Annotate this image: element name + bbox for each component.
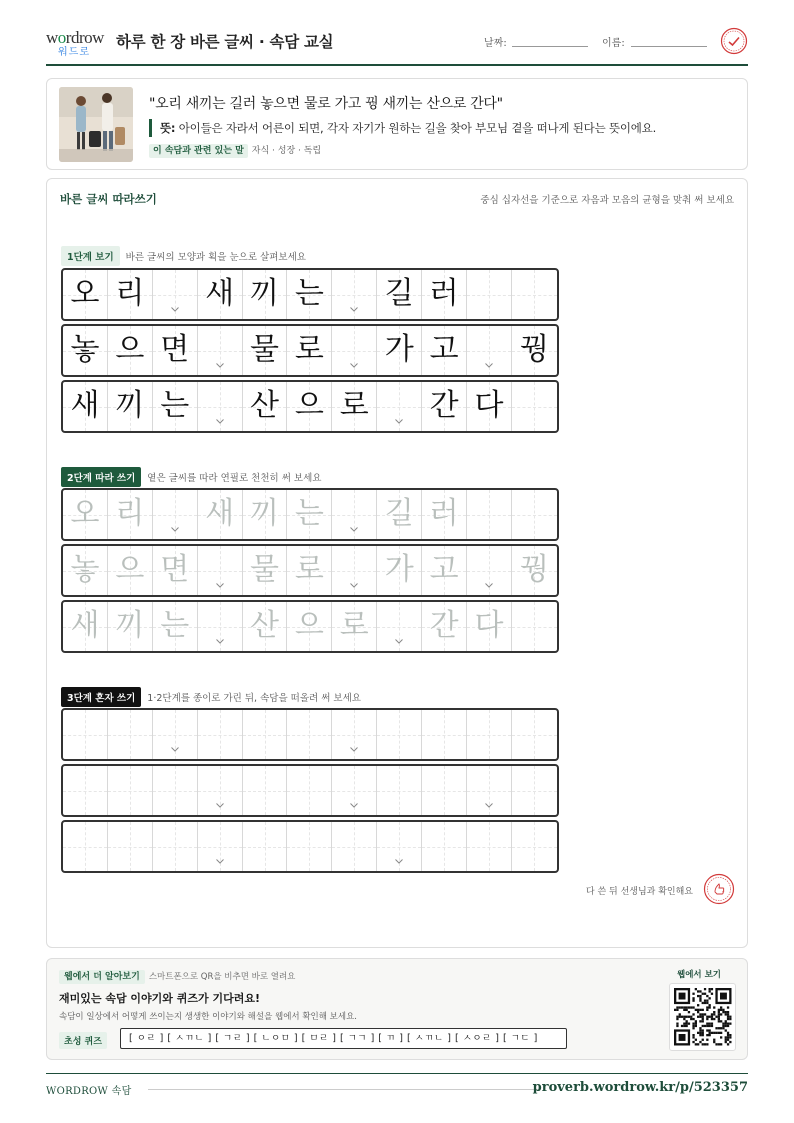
grid-char: 새	[70, 388, 100, 423]
step3-header	[61, 687, 361, 707]
proverb-text: "오리 새끼는 길러 놓으면 물로 가고 꿩 새끼는 산으로 간다"	[149, 96, 503, 112]
related-tags: 자식 · 성장 · 독립	[251, 146, 322, 156]
grid-char: 끼	[250, 276, 279, 311]
grid-cell[interactable]	[332, 766, 377, 815]
grid-cell[interactable]	[377, 710, 422, 759]
practice-hint: 중심 십자선을 기준으로 자음과 모음의 균형을 맞춰 써 보세요	[480, 195, 734, 206]
step1-badge: 1단계 보기	[61, 246, 120, 266]
grid-cell[interactable]	[512, 766, 557, 815]
check-stamp-icon	[720, 27, 748, 55]
grid-cell	[108, 270, 153, 319]
grid-cell[interactable]	[467, 710, 512, 759]
logo-wordmark: wordrow	[46, 28, 104, 47]
name-label: 이름:	[602, 38, 625, 49]
grid-cell[interactable]	[287, 602, 332, 651]
grid-cell[interactable]	[243, 546, 288, 595]
space-mark-icon	[171, 525, 179, 533]
step3-badge: 3단계 혼자 쓰기	[61, 687, 141, 707]
qr-code[interactable]	[669, 983, 736, 1051]
grid-cell[interactable]	[153, 766, 198, 815]
grid-cell	[198, 382, 243, 431]
grid-cell[interactable]	[63, 602, 108, 651]
grid-cell[interactable]	[198, 602, 243, 651]
grid-cell[interactable]	[467, 766, 512, 815]
grid-char: 는	[294, 276, 324, 311]
grid-cell[interactable]	[243, 822, 288, 871]
grid-char: 새	[205, 276, 235, 311]
grid-cell[interactable]	[63, 766, 108, 815]
grid-char: 다	[474, 388, 504, 423]
grid-cell	[153, 382, 198, 431]
grid-cell	[467, 326, 512, 375]
web-headline: 재미있는 속담 이야기와 퀴즈가 기다려요!	[59, 992, 260, 1005]
quiz-label: 초성 퀴즈	[59, 1032, 107, 1049]
grid-cell[interactable]	[287, 822, 332, 871]
proverb-card	[46, 78, 748, 170]
proverb-meaning	[149, 119, 656, 137]
space-mark-icon	[485, 581, 493, 589]
grid-cell	[198, 326, 243, 375]
grid-cell	[377, 382, 422, 431]
grid-cell[interactable]	[63, 822, 108, 871]
grid-cell	[512, 270, 557, 319]
qr-code-icon	[670, 984, 735, 1050]
grid-cell[interactable]	[243, 710, 288, 759]
grid-char: 러	[429, 276, 459, 311]
grid-cell[interactable]	[467, 490, 512, 539]
grid-cell[interactable]	[198, 710, 243, 759]
grid-cell	[63, 270, 108, 319]
space-mark-icon	[350, 745, 358, 753]
grid-cell[interactable]	[512, 822, 557, 871]
grid-cell[interactable]	[422, 822, 467, 871]
step2-row-3[interactable]	[61, 600, 559, 653]
grid-cell[interactable]	[287, 546, 332, 595]
grid-char: 로	[339, 608, 369, 643]
page-title: 하루 한 장 바른 글씨 · 속담 교실	[116, 33, 334, 51]
grid-cell[interactable]	[512, 602, 557, 651]
grid-cell	[377, 270, 422, 319]
grid-cell	[332, 382, 377, 431]
date-label: 날짜:	[484, 38, 507, 49]
grid-char: 길	[384, 496, 414, 531]
proverb-illustration	[59, 87, 133, 162]
name-field[interactable]	[631, 46, 707, 47]
meaning-label: 뜻:	[160, 121, 176, 135]
grid-cell[interactable]	[108, 546, 153, 595]
grid-cell[interactable]	[243, 490, 288, 539]
step2-badge: 2단계 따라 쓰기	[61, 467, 141, 487]
space-mark-icon	[350, 801, 358, 809]
grid-cell[interactable]	[243, 602, 288, 651]
grid-cell[interactable]	[377, 766, 422, 815]
grid-cell	[287, 326, 332, 375]
grid-cell[interactable]	[467, 602, 512, 651]
grid-char: 러	[429, 496, 459, 531]
step1-row-3	[61, 380, 559, 433]
footer-rule	[148, 1089, 540, 1090]
grid-cell	[63, 382, 108, 431]
grid-char: 는	[160, 388, 190, 423]
grid-cell	[243, 270, 288, 319]
grid-cell	[332, 326, 377, 375]
grid-char: 물	[250, 552, 279, 587]
grid-char: 꿩	[519, 332, 549, 367]
grid-cell	[332, 270, 377, 319]
grid-char: 놓	[70, 332, 100, 367]
grid-cell	[422, 326, 467, 375]
step3-row-1[interactable]	[61, 708, 559, 761]
grid-cell	[198, 270, 243, 319]
related-label: 이 속담과 관련 있는 말	[149, 144, 248, 158]
grid-cell[interactable]	[422, 546, 467, 595]
grid-char: 로	[294, 552, 324, 587]
grid-cell	[287, 270, 332, 319]
grid-cell[interactable]	[108, 822, 153, 871]
grid-cell	[512, 326, 557, 375]
grid-cell[interactable]	[512, 546, 557, 595]
space-mark-icon	[216, 637, 224, 645]
grid-char: 고	[429, 552, 459, 587]
web-tag-line	[59, 969, 295, 982]
grid-cell[interactable]	[377, 546, 422, 595]
grid-char: 로	[294, 332, 324, 367]
grid-cell[interactable]	[287, 766, 332, 815]
grid-cell	[377, 326, 422, 375]
grid-cell[interactable]	[198, 766, 243, 815]
web-tag: 웹에서 더 알아보기	[59, 970, 145, 984]
grid-cell[interactable]	[467, 822, 512, 871]
grid-char: 끼	[250, 496, 279, 531]
step1-header	[61, 246, 306, 266]
grid-cell	[422, 382, 467, 431]
space-mark-icon	[216, 417, 224, 425]
step3-row-3[interactable]	[61, 820, 559, 873]
space-mark-icon	[485, 801, 493, 809]
grid-cell	[63, 326, 108, 375]
grid-char: 오	[70, 276, 100, 311]
grid-cell	[153, 326, 198, 375]
grid-char: 으	[294, 608, 324, 643]
grid-cell[interactable]	[332, 602, 377, 651]
meaning-text: 아이들은 자라서 어른이 되면, 각자 자기가 원하는 길을 찾아 부모님 곁을 떠나게 된다는 뜻이에요.	[175, 121, 657, 135]
footer-divider	[46, 1073, 748, 1074]
grid-cell	[467, 270, 512, 319]
grid-char: 물	[250, 332, 279, 367]
grid-char: 으	[115, 332, 145, 367]
related-words	[149, 143, 321, 156]
grid-char: 면	[160, 552, 190, 587]
grid-cell	[512, 382, 557, 431]
grid-cell	[108, 382, 153, 431]
grid-cell	[153, 270, 198, 319]
space-mark-icon	[216, 581, 224, 589]
grid-char: 산	[250, 608, 279, 643]
header-divider	[46, 64, 748, 66]
qr-label: 웹에서 보기	[676, 970, 721, 980]
grid-cell[interactable]	[422, 766, 467, 815]
grid-char: 다	[474, 608, 504, 643]
grid-cell	[243, 382, 288, 431]
grid-char: 로	[339, 388, 369, 423]
space-mark-icon	[350, 525, 358, 533]
space-mark-icon	[395, 637, 403, 645]
grid-char: 으	[294, 388, 324, 423]
grid-cell	[108, 326, 153, 375]
logo-korean: 워드로	[58, 47, 90, 58]
web-description: 속담이 일상에서 어떻게 쓰이는지 생생한 이야기와 해설을 웹에서 확인해 보세요.	[59, 1012, 357, 1022]
space-mark-icon	[350, 305, 358, 313]
space-mark-icon	[350, 361, 358, 369]
grid-cell[interactable]	[153, 602, 198, 651]
grid-cell[interactable]	[467, 546, 512, 595]
step3-hint: 1·2단계를 종이로 가린 뒤, 속담을 떠올려 써 보세요	[147, 693, 361, 704]
grid-cell[interactable]	[332, 546, 377, 595]
grid-cell[interactable]	[153, 490, 198, 539]
grid-cell[interactable]	[153, 822, 198, 871]
grid-cell[interactable]	[512, 490, 557, 539]
grid-cell[interactable]	[332, 490, 377, 539]
grid-cell[interactable]	[108, 766, 153, 815]
grid-char: 리	[115, 276, 145, 311]
space-mark-icon	[171, 305, 179, 313]
grid-char: 으	[115, 552, 145, 587]
grid-cell[interactable]	[243, 766, 288, 815]
grid-cell[interactable]	[422, 490, 467, 539]
grid-cell[interactable]	[63, 490, 108, 539]
web-card	[46, 958, 748, 1060]
space-mark-icon	[395, 417, 403, 425]
grid-cell	[467, 382, 512, 431]
step2-row-1[interactable]	[61, 488, 559, 541]
grid-cell[interactable]	[422, 710, 467, 759]
grid-char: 고	[429, 332, 459, 367]
step1-hint: 바른 글씨의 모양과 획을 눈으로 살펴보세요	[125, 252, 306, 263]
grid-char: 놓	[70, 552, 100, 587]
grid-cell[interactable]	[153, 546, 198, 595]
grid-cell	[243, 326, 288, 375]
grid-char: 끼	[115, 388, 145, 423]
step2-header	[61, 467, 321, 487]
grid-char: 새	[205, 496, 235, 531]
grid-char: 새	[70, 608, 100, 643]
grid-char: 가	[384, 332, 414, 367]
space-mark-icon	[395, 857, 403, 865]
grid-cell	[422, 270, 467, 319]
good-job-stamp-icon	[703, 873, 735, 905]
grid-char: 끼	[115, 608, 145, 643]
grid-cell[interactable]	[422, 602, 467, 651]
step2-hint: 옅은 글씨를 따라 연필로 천천히 써 보세요	[147, 473, 322, 484]
grid-cell[interactable]	[63, 546, 108, 595]
grid-char: 산	[250, 388, 279, 423]
grid-cell[interactable]	[108, 710, 153, 759]
grid-char: 길	[384, 276, 414, 311]
grid-cell[interactable]	[198, 822, 243, 871]
space-mark-icon	[171, 745, 179, 753]
chosung-quiz: [ ㅇㄹ ] [ ㅅㄲㄴ ] [ ㄱㄹ ] [ ㄴㅇㅁ ] [ ㅁㄹ ] [ ㄱㄱ ] [ ㄲ ] [ ㅅㄲㄴ ] [ ㅅㅇㄹ ] [ ㄱㄷ ]	[120, 1028, 567, 1049]
grid-cell[interactable]	[108, 490, 153, 539]
grid-char: 오	[70, 496, 100, 531]
footer-brand: WORDROW 속담	[46, 1086, 132, 1097]
grid-char: 간	[429, 388, 459, 423]
grid-cell[interactable]	[198, 546, 243, 595]
space-mark-icon	[216, 361, 224, 369]
grid-cell[interactable]	[332, 710, 377, 759]
step1-row-1	[61, 268, 559, 321]
teacher-note: 다 쓴 뒤 선생님과 확인해요	[585, 887, 693, 897]
grid-cell	[287, 382, 332, 431]
grid-cell[interactable]	[332, 822, 377, 871]
space-mark-icon	[216, 801, 224, 809]
grid-cell[interactable]	[512, 710, 557, 759]
grid-char: 꿩	[519, 552, 549, 587]
step1-row-2	[61, 324, 559, 377]
wordrow-logo	[46, 30, 108, 58]
practice-card	[46, 178, 748, 948]
grid-char: 리	[115, 496, 145, 531]
grid-char: 간	[429, 608, 459, 643]
grid-cell[interactable]	[377, 822, 422, 871]
footer-url[interactable]: proverb.wordrow.kr/p/523357	[532, 1080, 748, 1095]
date-field[interactable]	[512, 46, 588, 47]
practice-title: 바른 글씨 따라쓰기	[60, 192, 157, 206]
grid-cell[interactable]	[198, 490, 243, 539]
grid-cell[interactable]	[108, 602, 153, 651]
grid-cell[interactable]	[287, 710, 332, 759]
grid-char: 면	[160, 332, 190, 367]
step2-row-2[interactable]	[61, 544, 559, 597]
grid-cell[interactable]	[63, 710, 108, 759]
space-mark-icon	[350, 581, 358, 589]
grid-char: 는	[294, 496, 324, 531]
grid-cell[interactable]	[287, 490, 332, 539]
step3-row-2[interactable]	[61, 764, 559, 817]
grid-char: 가	[384, 552, 414, 587]
grid-cell[interactable]	[377, 602, 422, 651]
space-mark-icon	[216, 857, 224, 865]
web-tag-hint: 스마트폰으로 QR을 비추면 바로 열려요	[148, 972, 296, 982]
space-mark-icon	[485, 361, 493, 369]
grid-cell[interactable]	[377, 490, 422, 539]
grid-char: 는	[160, 608, 190, 643]
grid-cell[interactable]	[153, 710, 198, 759]
